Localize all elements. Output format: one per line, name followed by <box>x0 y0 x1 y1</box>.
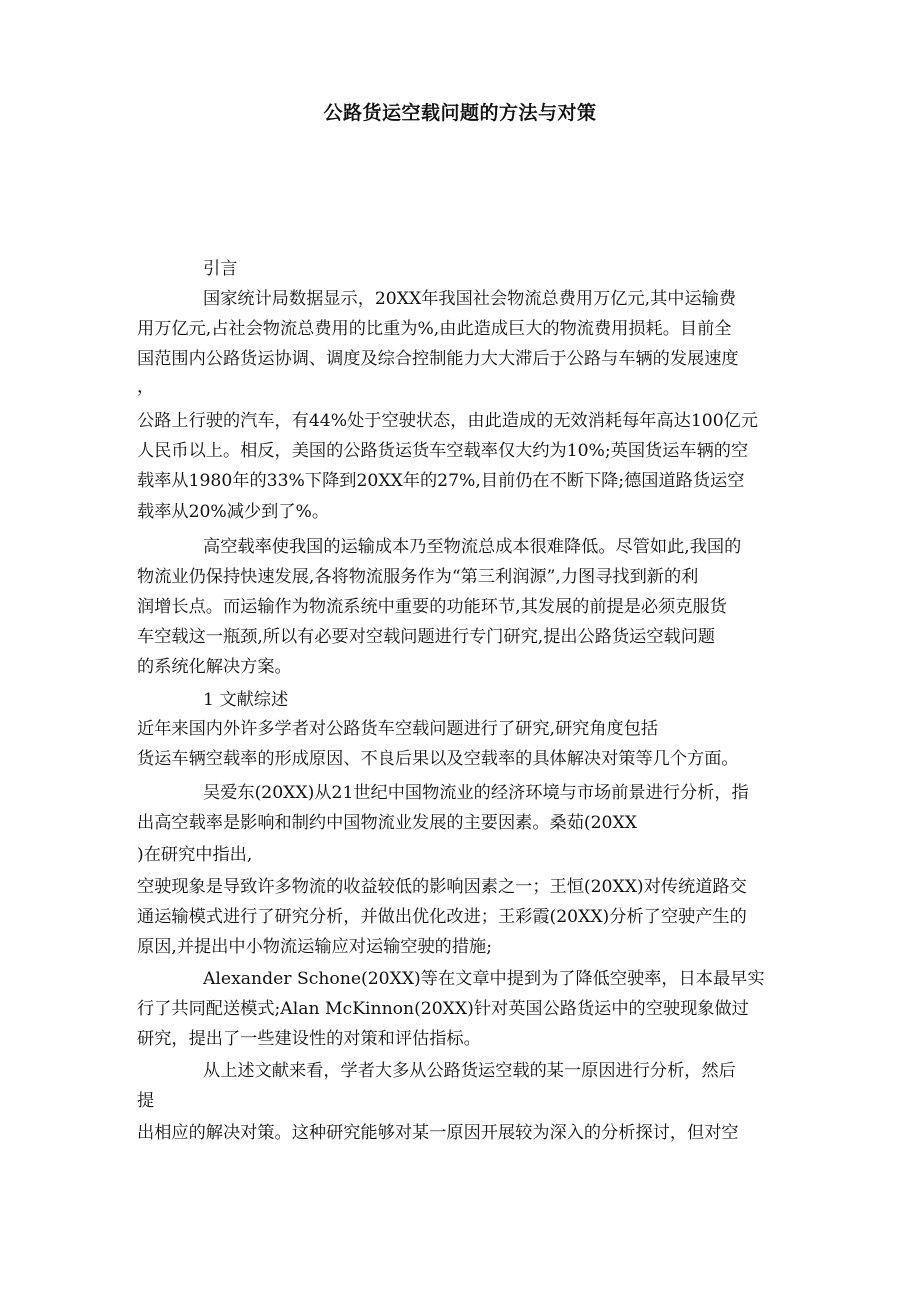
paragraph-line: 公路上行驶的汽车，有44%处于空驶状态，由此造成的无效消耗每年高达100亿元 <box>137 411 759 431</box>
paragraph-line: 原因,并提出中小物流运输应对运输空驶的措施; <box>137 937 493 957</box>
paragraph-line: 润增长点。而运输作为物流系统中重要的功能环节,其发展的前提是必须克服货 <box>137 597 727 617</box>
paragraph-line: 高空载率使我国的运输成本乃至物流总成本很难降低。尽管如此,我国的 <box>203 537 742 557</box>
paragraph-line: )在研究中指出, <box>137 845 253 865</box>
paragraph-line: 载率从1980年的33%下降到20XX年的27%,目前仍在不断下降;德国道路货运空 <box>137 471 745 491</box>
paragraph-line: 物流业仍保持快速发展,各将物流服务作为“第三利润源”,力图寻找到新的利 <box>137 567 699 587</box>
paragraph-line: 人民币以上。相反，美国的公路货运货车空载率仅大约为10%;英国货运车辆的空 <box>137 441 749 461</box>
paragraph-line: 的系统化解决方案。 <box>137 657 292 677</box>
paragraph-line: Alexander Schone(20XX)等在文章中提到为了降低空驶率，日本最早实 <box>203 969 765 989</box>
paragraph-line: 国范围内公路货运协调、调度及综合控制能力大大滞后于公路与车辆的发展速度 <box>137 349 739 369</box>
paragraph-line: 研究，提出了一些建设性的对策和评估指标。 <box>137 1029 481 1049</box>
paragraph-line: 行了共同配送模式;Alan McKinnon(20XX)针对英国公路货运中的空驶现象做过 <box>137 999 749 1019</box>
paragraph-line: 出相应的解决对策。这种研究能够对某一原因开展较为深入的分析探讨，但对空 <box>137 1123 739 1143</box>
paragraph-line: 通运输模式进行了研究分析，并做出优化改进；王彩霞(20XX)分析了空驶产生的 <box>137 907 747 927</box>
paragraph-line: 用万亿元,占社会物流总费用的比重为%,由此造成巨大的物流费用损耗。目前全 <box>137 319 732 339</box>
paragraph-line: 车空载这一瓶颈,所以有必要对空载问题进行专门研究,提出公路货运空载问题 <box>137 627 716 647</box>
paragraph-line: 载率从20%减少到了%。 <box>137 502 330 522</box>
paragraph-line: 出高空载率是影响和制约中国物流业发展的主要因素。桑茹(20XX <box>137 813 637 833</box>
paragraph-line: 近年来国内外许多学者对公路货车空载问题进行了研究,研究角度包括 <box>137 719 659 739</box>
paragraph-line: 国家统计局数据显示，20XX年我国社会物流总费用万亿元,其中运输费 <box>203 289 737 309</box>
paragraph-line: ， <box>137 377 155 397</box>
paragraph-line: 从上述文献来看，学者大多从公路货运空载的某一原因进行分析，然后 <box>203 1061 736 1081</box>
paragraph-line: 货运车辆空载率的形成原因、不良后果以及空载率的具体解决对策等几个方面。 <box>137 749 739 769</box>
paragraph-line: 吴爱东(20XX)从21世纪中国物流业的经济环境与市场前景进行分析，指 <box>203 783 749 803</box>
section-heading-intro: 引言 <box>203 259 238 279</box>
document-title: 公路货运空载问题的方法与对策 <box>323 102 597 124</box>
paragraph-line: 空驶现象是导致许多物流的收益较低的影响因素之一；王恒(20XX)对传统道路交 <box>137 877 747 897</box>
section-heading-literature: 1 文献综述 <box>203 690 289 710</box>
paragraph-line: 提 <box>137 1091 155 1111</box>
